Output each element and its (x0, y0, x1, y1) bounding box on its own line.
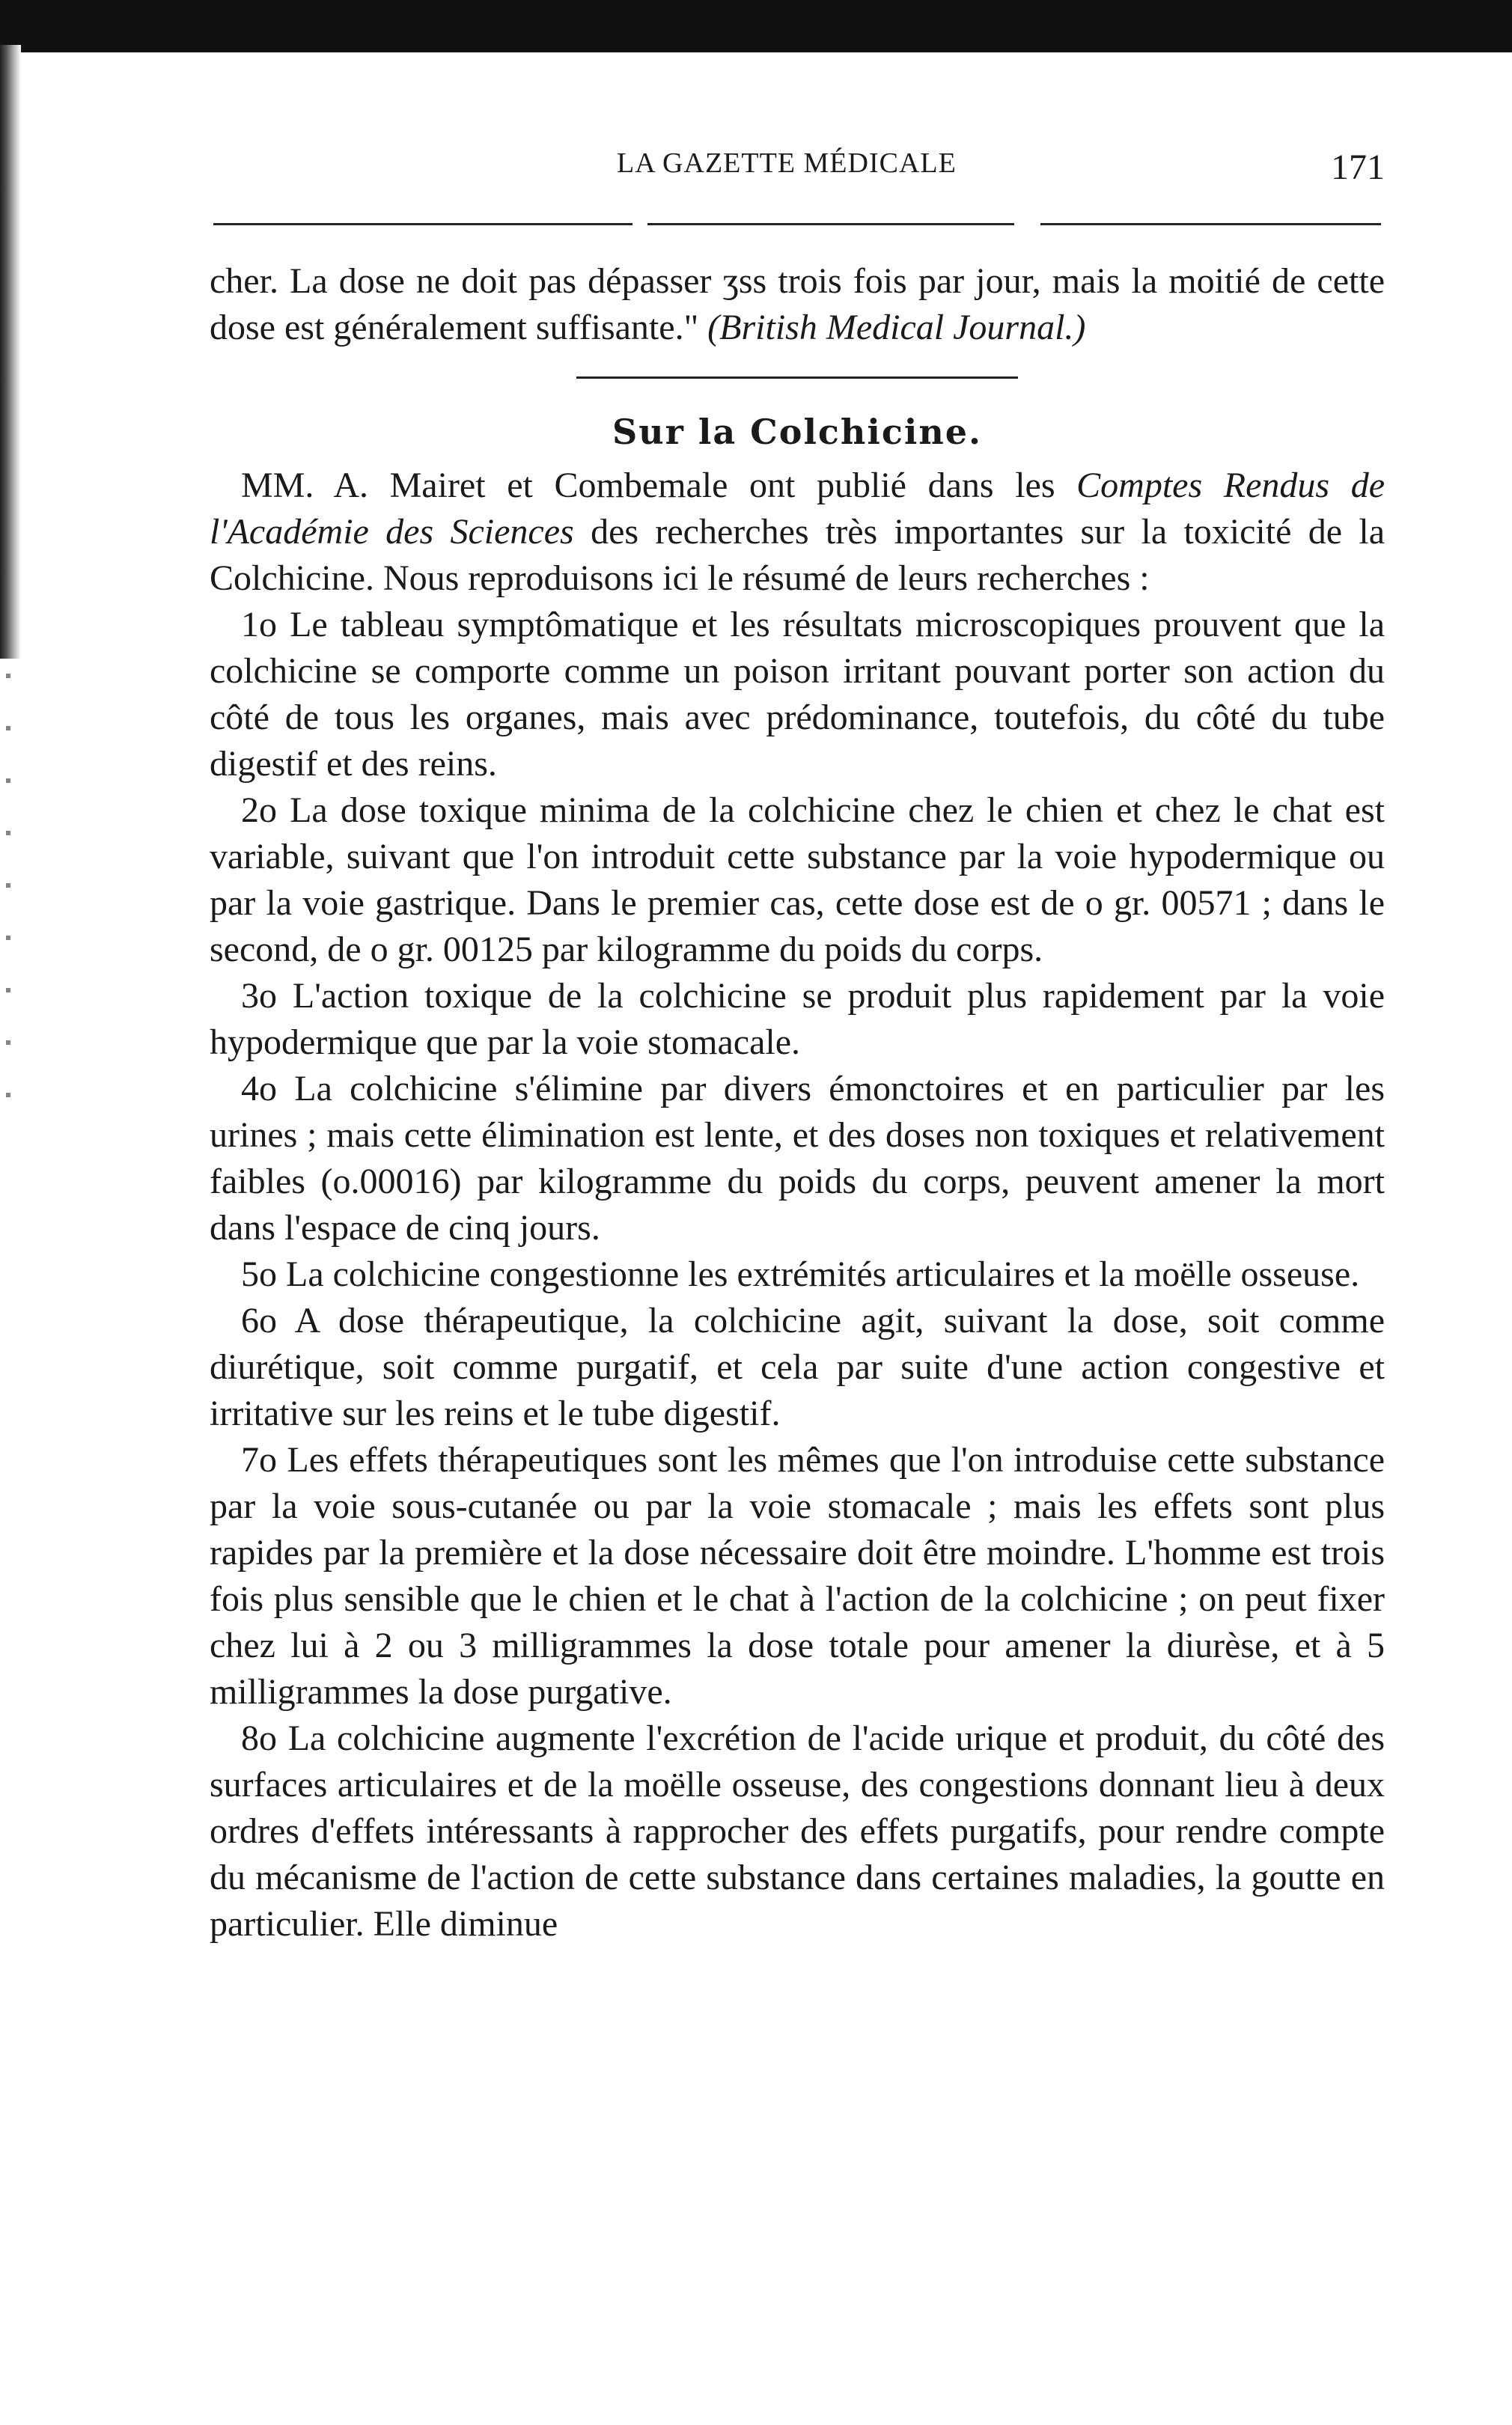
section-title: Sur la Colchicine. (612, 412, 983, 452)
source-citation: (British Medical Journal.) (707, 308, 1086, 347)
page-number: 171 (1331, 147, 1385, 187)
finding-1: 1o Le tableau symptômatique et les résultats microscopiques prouvent que la colchicine se comporte comme un poison irritant pouvant porter son action du côté de tous les organes, mais avec prédominance, toutefois, du côté du tube digestif et des reins. (210, 605, 1385, 784)
section-intro-text: MM. A. Mairet et Combemale ont publié dans les (241, 466, 1055, 505)
header-rule (213, 223, 632, 225)
intro-text: cher. La dose ne doit pas dépasser ʒss trois fois par jour, mais la moitié de cette dose est généralement suffisante." (210, 261, 1385, 347)
finding-2: 2o La dose toxique minima de la colchicine chez le chien et chez le chat est variable, suivant que l'on introduit cette substance par la voie hypodermique ou par la voie gastrique. Dans le premier cas, cette dose est de o gr. 00571 ; dans le second, de o gr. 00125 par kilogramme du poids du corps. (210, 790, 1385, 969)
header-rule (1040, 223, 1381, 225)
article-body (210, 258, 1385, 1947)
scan-top-border (0, 0, 1512, 52)
journal-name: Comptes Rendus de l'Académie des Sciences (210, 466, 1385, 552)
scan-margin-marks (6, 674, 10, 1123)
finding-5: 5o La colchicine congestionne les extrémités articulaires et la moëlle osseuse. (241, 1254, 1360, 1294)
header-rule (647, 223, 1014, 225)
finding-8: 8o La colchicine augmente l'excrétion de l'acide urique et produit, du côté des surfaces articulaires et de la moëlle osseuse, des congestions donnant lieu à deux ordres d'effets intéressants à rapprocher des effets purgatifs, pour rendre compte du mécanisme de l'action de cette substance dans certaines maladies, la goutte en particulier. Elle diminue (210, 1718, 1385, 1944)
section-intro-text-continued: des recherches très importantes sur la toxicité de la Colchicine. Nous reproduisons ici le résumé de leurs recherches : (210, 512, 1386, 598)
section-intro (210, 463, 1385, 602)
finding-6: 6o A dose thérapeutique, la colchicine agit, suivant la dose, soit comme diurétique, soit comme purgatif, et cela par suite d'une action congestive et irritative sur les reins et le tube digestif. (210, 1301, 1385, 1433)
section-separator (576, 376, 1018, 379)
scan-binding-edge (0, 45, 21, 659)
page-header (210, 147, 1385, 192)
finding-3: 3o L'action toxique de la colchicine se produit plus rapidement par la voie hypodermique que par la voie stomacale. (210, 976, 1385, 1062)
finding-7: 7o Les effets thérapeutiques sont les mêmes que l'on introduise cette substance par la voie sous-cutanée ou par la voie stomacale ; mais les effets sont plus rapides par la première et la dose nécessaire doit être moindre. L'homme est trois fois plus sensible que le chien et le chat à l'action de la colchicine ; on peut fixer chez lui à 2 ou 3 milligrammes la dose totale pour amener la diurèse, et à 5 milligrammes la dose purgative. (210, 1440, 1385, 1712)
intro-paragraph (210, 258, 1385, 351)
running-title: LA GAZETTE MÉDICALE (617, 147, 957, 179)
finding-4: 4o La colchicine s'élimine par divers émonctoires et en particulier par les urines ; mais cette élimination est lente, et des doses non toxiques et relativement faibles (o.00016) par kilogramme du poids du corps, peuvent amener la mort dans l'espace de cinq jours. (210, 1069, 1385, 1248)
